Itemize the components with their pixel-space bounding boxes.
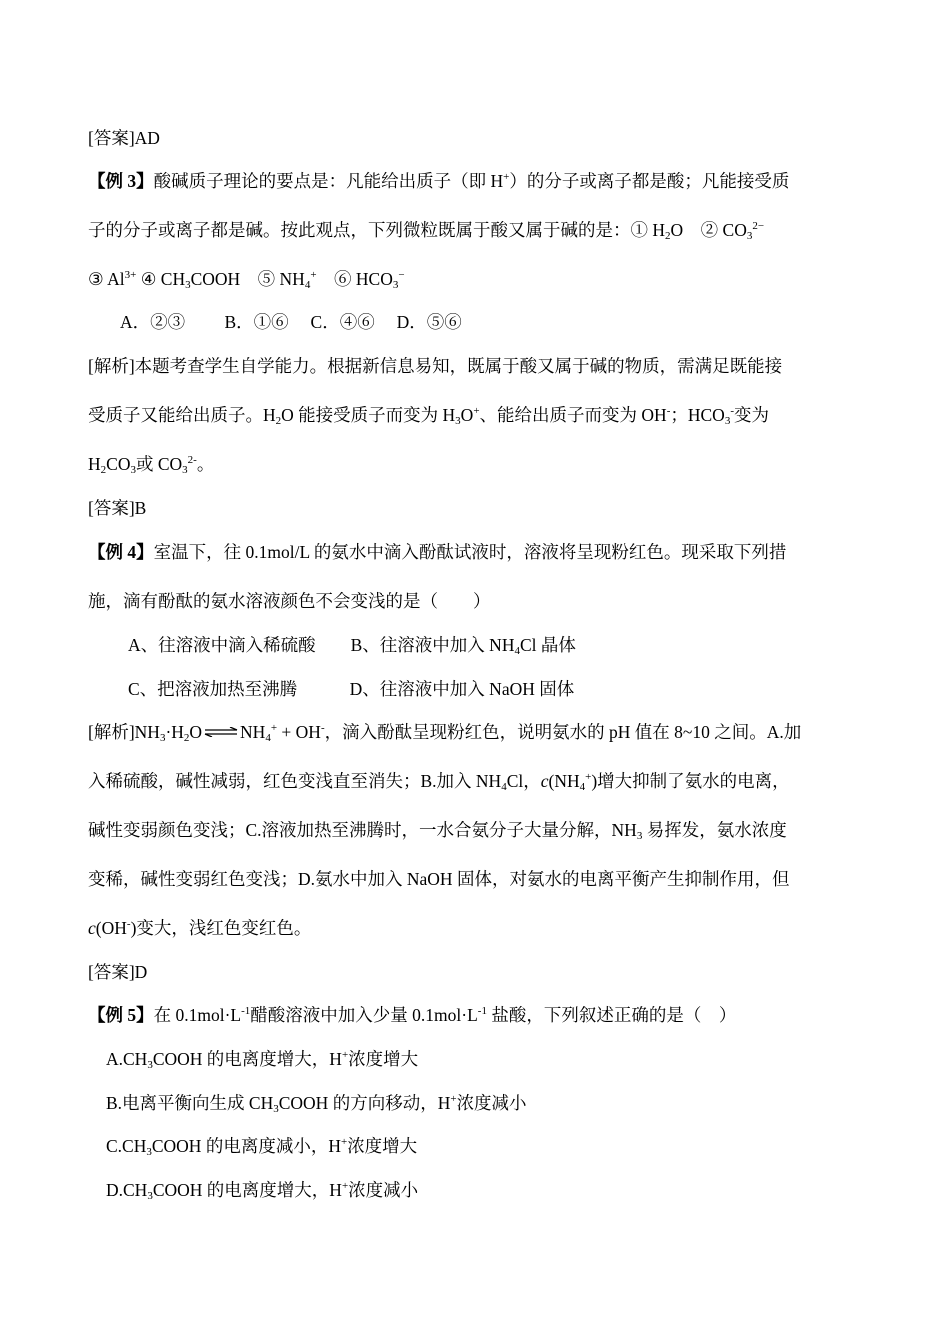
- analysis-4-line-4: 变稀，碱性变弱红色变浅；D.氨水中加入 NaOH 固体，对氨水的电离平衡产生抑制作用，但: [88, 869, 790, 889]
- example-5-question: 【例 5】在 $0.1mol\cdot L^{-1}$醋酸溶液中加入少量 $0.1mol\cdot L^{-1}$ 盐酸，下列叙述正确的是（ ）: [88, 1005, 737, 1025]
- analysis-3-line-3: $H_2CO_3$或 $CO_3^{2-}$。: [88, 454, 215, 476]
- example-4-line-1: 【例 4】室温下，往 0.1mol/L 的氨水中滴入酚酞试液时，溶液将呈现粉红色。现采取下列措: [88, 542, 787, 562]
- example-3-line-1: 【例 3】酸碱质子理论的要点是：凡能给出质子（即 H+）的分子或离子都是酸；凡能接受质: [88, 171, 790, 191]
- answer-ad: [答案]AD: [88, 128, 160, 148]
- example-5-option-d: $D.CH_3COOH$ 的电离度增大，H+浓度减小: [106, 1180, 419, 1202]
- example-5-option-a: $A.CH_3COOH$ 的电离度增大，H+浓度增大: [106, 1049, 419, 1071]
- analysis-3-line-1: [解析]本题考查学生自学能力。根据新信息易知，既属于酸又属于碱的物质，需满足既能接: [88, 356, 783, 376]
- analysis-4-line-2: 入稀硫酸，碱性减弱，红色变浅直至消失；B.加入 $NH_4Cl$，$c(NH_4^+)$增大抑制了氨水的电离，: [88, 771, 790, 793]
- example-5-label: 【例 5】: [88, 1005, 154, 1025]
- answer-d: [答案]D: [88, 962, 148, 982]
- answer-b: [答案]B: [88, 498, 147, 518]
- example-3-line-2: 子的分子或离子都是碱。按此观点，下列微粒既属于酸又属于碱的是：① $H_2O$ ② $CO_3^{2-}$: [88, 220, 765, 242]
- analysis-3-line-2: 受质子又能给出质子。$H_2O$ 能接受质子而变为 $H_3O^+$、能给出质子而变为 OH-；$HCO_3^-$变为: [88, 405, 769, 427]
- example-4-label: 【例 4】: [88, 542, 154, 562]
- example-5-option-c: $C.CH_3COOH$ 的电离度减小，H+浓度增大: [106, 1136, 418, 1158]
- example-4-options-cd: C、把溶液加热至沸腾 D、往溶液中加入 NaOH 固体: [128, 679, 575, 699]
- example-5-option-b: B.电离平衡向生成 $CH_3COOH$ 的方向移动，H+浓度减小: [106, 1093, 527, 1115]
- example-3-line-3: ③ $Al^{3+}$ ④ $CH_3COOH$ ⑤ $NH_4^+$ ⑥ $HCO_3^-$: [88, 269, 405, 291]
- analysis-4-line-5: c(OH-)变大，浅红色变红色。: [88, 918, 312, 938]
- example-3-label: 【例 3】: [88, 171, 154, 191]
- example-4-options-ab: A、往溶液中滴入稀硫酸 B、往溶液中加入 $NH_4Cl$ 晶体: [128, 635, 576, 657]
- analysis-4-line-3: 碱性变弱颜色变浅；C.溶液加热至沸腾时，一水合氨分子大量分解，$NH_3$ 易挥发，氨水浓度: [88, 820, 787, 842]
- example-3-options: A．②③ B．①⑥ C．④⑥ D．⑤⑥: [120, 312, 462, 332]
- example-4-line-2: 施，滴有酚酞的氨水溶液颜色不会变浅的是（ ）: [88, 591, 491, 611]
- equilibrium-arrow-icon: [204, 727, 238, 737]
- analysis-4-line-1: [解析]$NH_3\cdot H_2O$ $NH_4^+ + OH^-$，滴入酚酞呈现粉红色，说明氨水的 pH 值在 8~10 之间。A.加: [88, 722, 802, 744]
